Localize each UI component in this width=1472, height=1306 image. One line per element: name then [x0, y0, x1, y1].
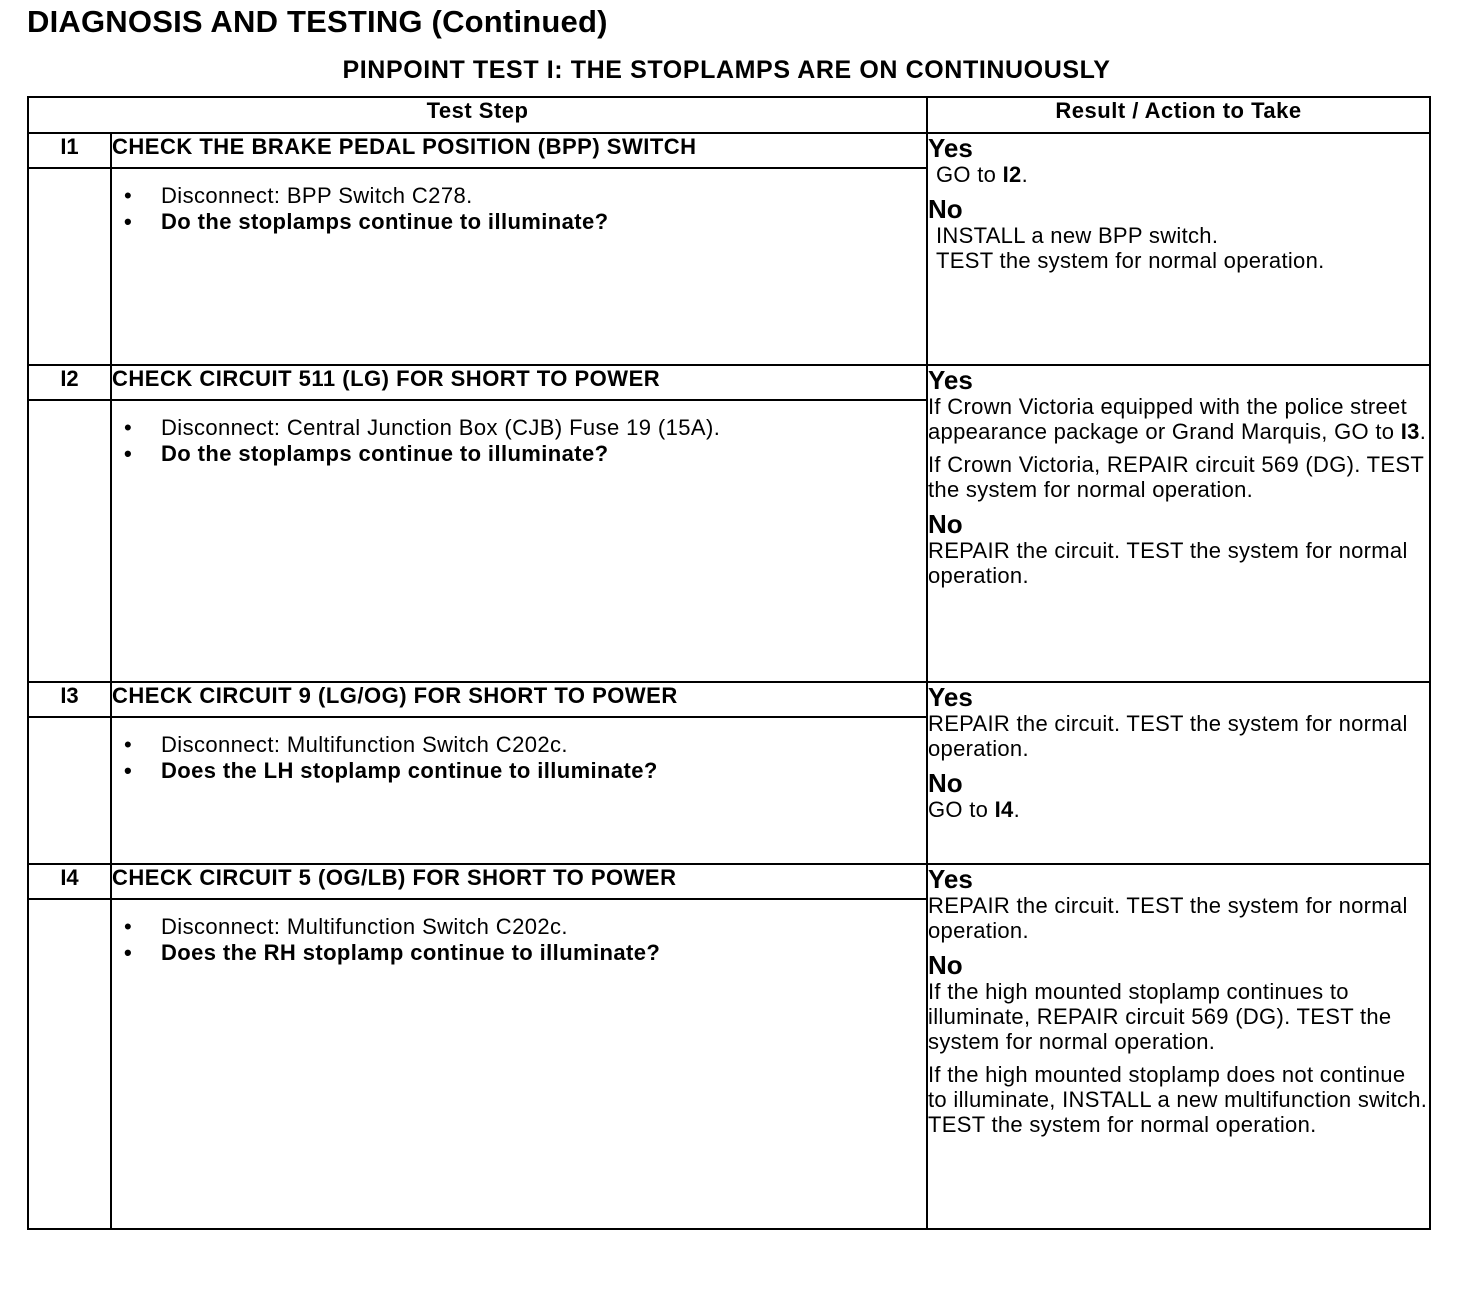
- instruction: • Disconnect: Multifunction Switch C202c.: [124, 732, 926, 758]
- step-title-row-i4: [28, 864, 1430, 899]
- no-action: INSTALL a new BPP switch.: [936, 223, 1219, 248]
- no-label: No: [928, 950, 963, 980]
- step-id: I2: [28, 365, 111, 400]
- no-action: REPAIR the circuit. TEST the system for normal operation.: [928, 538, 1408, 588]
- yes-action: If Crown Victoria equipped with the police street appearance package or Grand Marquis, GO to I3.: [928, 394, 1427, 444]
- step-title: CHECK CIRCUIT 9 (LG/OG) FOR SHORT TO POWER: [111, 682, 927, 717]
- yes-action: REPAIR the circuit. TEST the system for normal operation.: [928, 893, 1408, 943]
- step-title-row-i1: [28, 133, 1430, 168]
- result-cell: [927, 365, 1430, 682]
- step-body: [111, 400, 927, 682]
- step-body: [111, 717, 927, 864]
- result-cell: [927, 133, 1430, 365]
- instruction: • Disconnect: Central Junction Box (CJB) Fuse 19 (15A).: [124, 415, 926, 441]
- result-header: Result / Action to Take: [927, 97, 1430, 133]
- test-step-header: Test Step: [28, 97, 927, 133]
- no-action-alt: If the high mounted stoplamp does not continue to illuminate, INSTALL a new multifunction switch. TEST the system for normal operation.: [928, 1062, 1428, 1137]
- step-body: [111, 168, 927, 365]
- question: • Do the stoplamps continue to illuminate?: [124, 441, 926, 467]
- step-link-i3[interactable]: I3: [1400, 419, 1420, 444]
- table-header-row: [28, 97, 1430, 133]
- yes-label: Yes: [928, 133, 973, 163]
- yes-label: Yes: [928, 365, 973, 395]
- result-cell: [927, 864, 1430, 1229]
- result-cell: [927, 682, 1430, 864]
- no-action: GO to I4.: [928, 797, 1020, 822]
- step-id: I3: [28, 682, 111, 717]
- instruction: • Disconnect: BPP Switch C278.: [124, 183, 926, 209]
- step-link-i2[interactable]: I2: [1002, 162, 1022, 187]
- step-title-row-i3: [28, 682, 1430, 717]
- yes-label: Yes: [928, 682, 973, 712]
- step-body: [111, 899, 927, 1229]
- no-label: No: [928, 768, 963, 798]
- no-label: No: [928, 509, 963, 539]
- step-title: CHECK CIRCUIT 511 (LG) FOR SHORT TO POWER: [111, 365, 927, 400]
- yes-action-alt: If Crown Victoria, REPAIR circuit 569 (DG). TEST the system for normal operation.: [928, 452, 1424, 502]
- step-id: I4: [28, 864, 111, 899]
- step-title-row-i2: [28, 365, 1430, 400]
- step-title: CHECK CIRCUIT 5 (OG/LB) FOR SHORT TO POWER: [111, 864, 927, 899]
- question: • Do the stoplamps continue to illuminate?: [124, 209, 926, 235]
- no-label: No: [928, 194, 963, 224]
- step-link-i4[interactable]: I4: [994, 797, 1014, 822]
- yes-action: REPAIR the circuit. TEST the system for normal operation.: [928, 711, 1408, 761]
- step-id: I1: [28, 133, 111, 168]
- yes-action: GO to I2.: [936, 162, 1028, 187]
- question: • Does the LH stoplamp continue to illuminate?: [124, 758, 926, 784]
- page-title: DIAGNOSIS AND TESTING (Continued): [27, 4, 608, 39]
- yes-label: Yes: [928, 864, 973, 894]
- step-title: CHECK THE BRAKE PEDAL POSITION (BPP) SWITCH: [111, 133, 927, 168]
- no-action: If the high mounted stoplamp continues to illuminate, REPAIR circuit 569 (DG). TEST the system for normal operation.: [928, 979, 1392, 1054]
- pinpoint-test-title: PINPOINT TEST I: THE STOPLAMPS ARE ON CONTINUOUSLY: [342, 56, 1111, 84]
- instruction: • Disconnect: Multifunction Switch C202c.: [124, 914, 926, 940]
- pinpoint-test-table: [27, 96, 1431, 1230]
- question: • Does the RH stoplamp continue to illuminate?: [124, 940, 926, 966]
- no-action: TEST the system for normal operation.: [936, 248, 1325, 273]
